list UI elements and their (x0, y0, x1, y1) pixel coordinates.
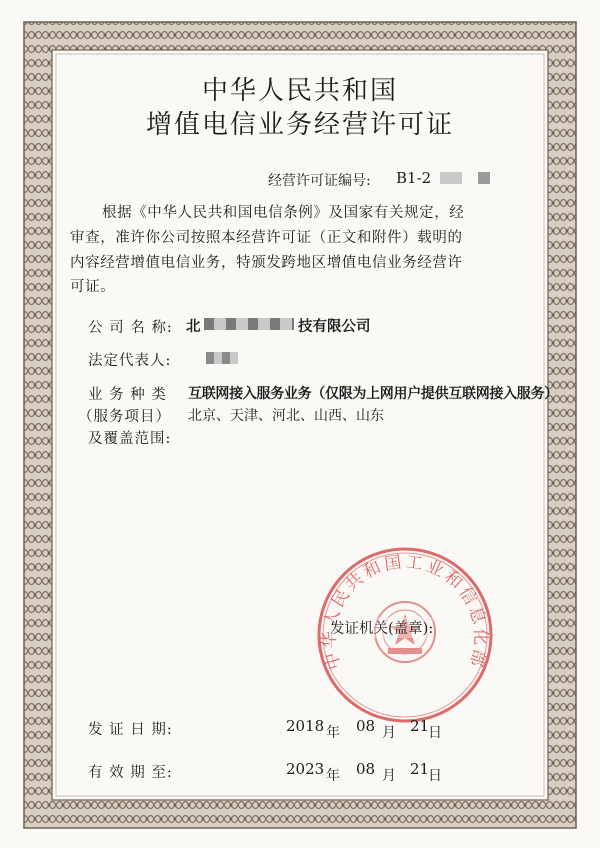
issuing-authority-label: 发证机关(盖章): (330, 617, 433, 638)
license-number-prefix: B1-2 (396, 169, 432, 187)
issue-date-label: 发 证 日 期: (88, 722, 173, 738)
issue-day: 21 (410, 717, 430, 735)
valid-month: 08 (356, 760, 376, 778)
body-text-line: 内容经营增值电信业务，特颁发跨地区增值电信业务经营许 (70, 255, 463, 271)
issue-year-unit: 年 (326, 725, 340, 741)
coverage-area-label: 及覆盖范围: (88, 431, 172, 447)
coverage-area-value: 北京、天津、河北、山西、山东 (188, 408, 384, 424)
valid-day: 21 (410, 760, 430, 778)
redacted-license-number (440, 172, 462, 184)
valid-year: 2023 (286, 760, 325, 778)
business-type-value: 互联网接入服务业务（仅限为上网用户提供互联网接入服务） (188, 386, 558, 402)
service-items-label: （服务项目） (78, 409, 171, 425)
redacted-company-name (204, 318, 294, 330)
issue-month-unit: 月 (382, 725, 396, 741)
valid-year-unit: 年 (326, 768, 340, 784)
valid-month-unit: 月 (382, 768, 396, 784)
body-text-line: 可证。 (70, 279, 116, 295)
license-number-label: 经营许可证编号: (268, 173, 371, 189)
redacted-license-number (478, 172, 490, 184)
svg-text:中华人民共和国工业和信息化部: 中华人民共和国工业和信息化部 (319, 552, 491, 672)
certificate-title-country: 中华人民共和国 (201, 76, 398, 106)
redacted-legal-representative (206, 352, 238, 364)
company-name-suffix: 技有限公司 (298, 318, 371, 335)
legal-representative-label: 法定代表人: (88, 353, 172, 369)
valid-day-unit: 日 (428, 768, 442, 784)
issue-month: 08 (356, 717, 376, 735)
certificate-title-type: 增值电信业务经营许可证 (145, 110, 454, 140)
company-name-prefix: 北 (186, 318, 201, 335)
body-text-line: 根据《中华人民共和国电信条例》及国家有关规定，经 (102, 205, 465, 221)
issue-day-unit: 日 (428, 725, 442, 741)
business-type-label: 业 务 种 类 (88, 387, 167, 403)
valid-until-label: 有 效 期 至: (88, 765, 173, 781)
body-text-line: 审查，准许你公司按照本经营许可证（正文和附件）载明的 (70, 230, 463, 246)
issue-year: 2018 (286, 717, 325, 735)
company-name-label: 公 司 名 称: (88, 320, 173, 336)
